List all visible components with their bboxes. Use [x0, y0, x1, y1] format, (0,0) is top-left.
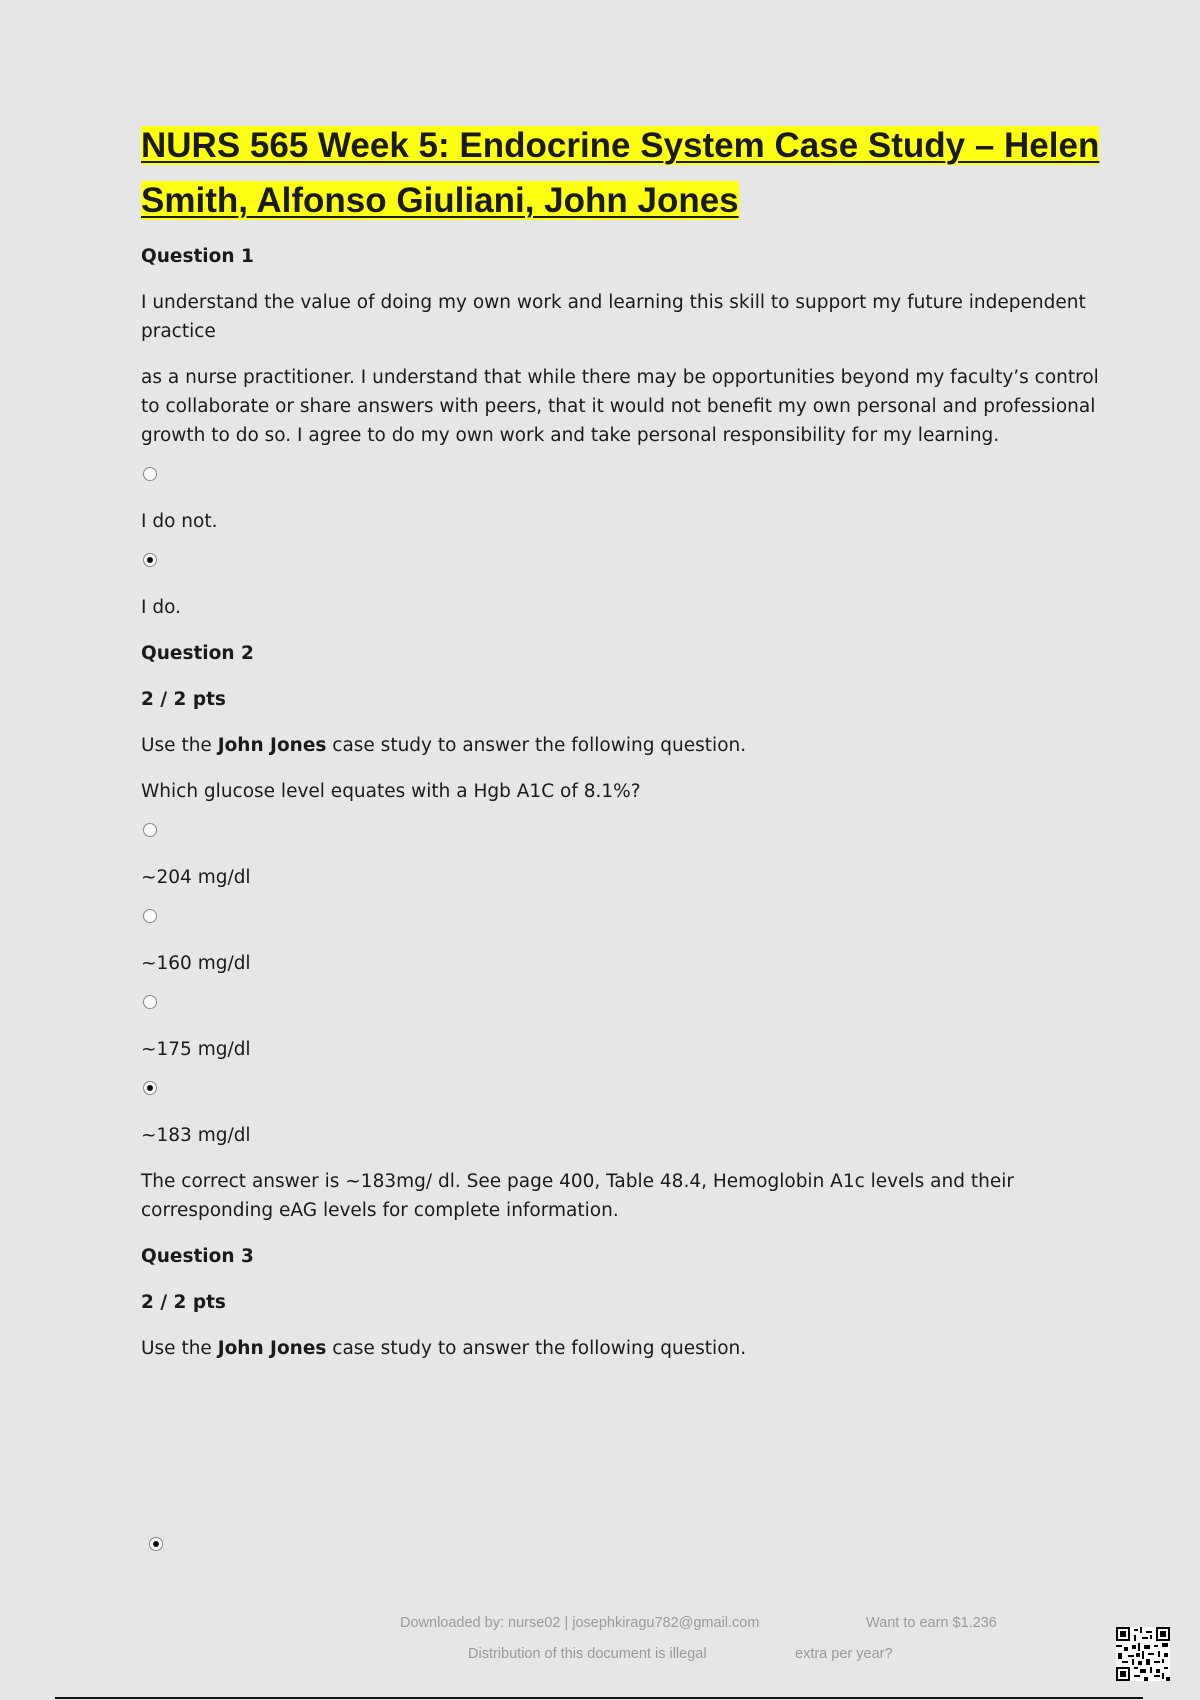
q2-option-3-label: ~175 mg/dl [141, 1039, 251, 1060]
question-2-heading: Question 2 [141, 643, 254, 664]
q1-option-1-radio[interactable] [143, 467, 157, 481]
question-2-explanation: The correct answer is ~183mg/ dl. See page 400, Table 48.4, Hemoglobin A1c levels and their corresponding eAG levels for complete information. [141, 1171, 1014, 1221]
footer-downloaded-by: Downloaded by: nurse02 | josephkiragu782@gmail.com [400, 1615, 760, 1631]
document-title: NURS 565 Week 5: Endocrine System Case Study – Helen Smith, Alfonso Giuliani, John Jones [141, 126, 1100, 220]
question-2-question: Which glucose level equates with a Hgb A1C of 8.1%? [141, 781, 641, 802]
footer-earn-line-1[interactable]: Want to earn $1.236 [866, 1615, 997, 1631]
qr-code-icon[interactable] [1116, 1627, 1170, 1681]
q2-option-1-label: ~204 mg/dl [141, 867, 251, 888]
question-2-intro: Use the John Jones case study to answer the following question. [141, 735, 747, 756]
question-1-text-1: I understand the value of doing my own work and learning this skill to support my future independent practice [141, 292, 1086, 342]
case-name: John Jones [217, 1338, 327, 1359]
q2-option-2-label: ~160 mg/dl [141, 953, 251, 974]
question-2-points: 2 / 2 pts [141, 689, 226, 710]
q2-option-2-radio[interactable] [143, 909, 157, 923]
q3-option-radio[interactable] [149, 1537, 163, 1551]
q2-option-3-radio[interactable] [143, 995, 157, 1009]
case-name: John Jones [217, 735, 327, 756]
footer-distribution-notice: Distribution of this document is illegal [468, 1646, 707, 1662]
q1-option-1-label: I do not. [141, 511, 218, 532]
question-3-points: 2 / 2 pts [141, 1292, 226, 1313]
footer-earn-line-2[interactable]: extra per year? [795, 1646, 893, 1662]
q2-option-1-radio[interactable] [143, 823, 157, 837]
question-3-intro: Use the John Jones case study to answer the following question. [141, 1338, 747, 1359]
bottom-rule [55, 1697, 1143, 1699]
question-1-heading: Question 1 [141, 246, 254, 267]
q1-option-2-label: I do. [141, 597, 181, 618]
q2-option-4-label: ~183 mg/dl [141, 1125, 251, 1146]
q2-option-4-radio[interactable] [143, 1081, 157, 1095]
question-1-text-2: as a nurse practitioner. I understand that while there may be opportunities beyond my faculty’s control to collaborate or share answers with peers, that it would not benefit my own personal and professional growth to do so. I agree to do my own work and take personal responsibility for my learning. [141, 367, 1099, 446]
question-3-heading: Question 3 [141, 1246, 254, 1267]
document-content [141, 118, 1101, 1380]
q1-option-2-radio[interactable] [143, 553, 157, 567]
